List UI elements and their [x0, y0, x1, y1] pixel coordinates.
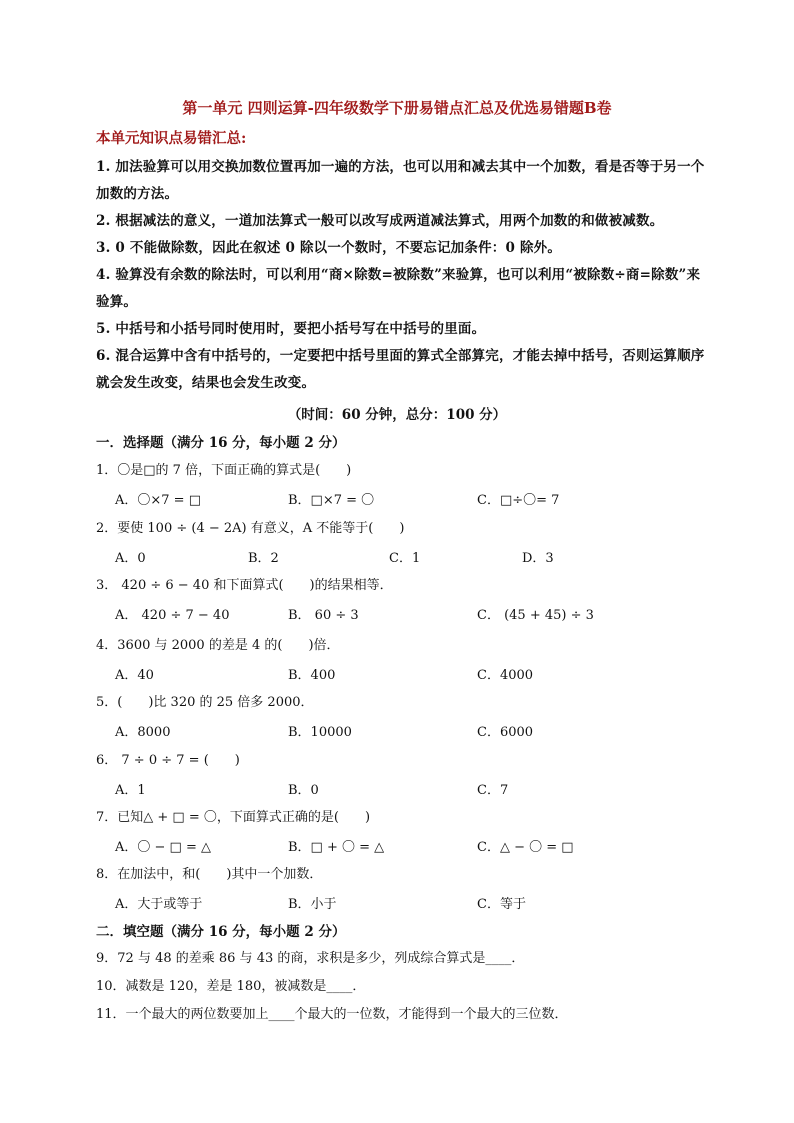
question-10: 10．减数是 120，差是 180，被减数是____．: [96, 979, 366, 994]
document-title: 第一单元 四则运算-四年级数学下册易错点汇总及优选易错题B卷: [182, 99, 612, 117]
q2-option-b: B．2: [248, 551, 279, 566]
tip-6: 6. 混合运算中含有中括号的，一定要把中括号里面的算式全部算完，才能去掉中括号，否则运算顺序就会发生改变，结果也会发生改变。: [96, 348, 705, 391]
q7-option-c: C．△ − 〇 = □: [477, 840, 574, 855]
question-11: 11．一个最大的两位数要加上____个最大的一位数，才能得到一个最大的三位数．: [96, 1007, 568, 1022]
tip-4: 4. 验算没有余数的除法时，可以利用“商×除数=被除数”来验算，也可以利用“被除数÷商=除数”来验算。: [96, 267, 701, 310]
q2-option-a: A．0: [115, 551, 146, 566]
q5-option-b: B．10000: [288, 725, 352, 740]
q6-option-a: A．1: [115, 783, 146, 798]
q2-option-c: C．1: [389, 551, 421, 566]
question-3: 3． 420 ÷ 6 − 40 和下面算式( )的结果相等．: [96, 578, 393, 593]
q3-option-c: C． (45 + 45) ÷ 3: [477, 608, 594, 623]
section-fill-heading: 二．填空题（满分 16 分，每小题 2 分）: [96, 924, 346, 940]
q7-option-a: A．〇 − □ = △: [115, 840, 211, 855]
q1-option-b: B．□×7 = 〇: [288, 493, 375, 508]
tips-heading: 本单元知识点易错汇总:: [96, 130, 247, 147]
question-1: 1．〇是□的 7 倍，下面正确的算式是( ): [96, 463, 352, 478]
tip-2: 2. 根据减法的意义，一道加法算式一般可以改写成两道减法算式，用两个加数的和做被减数。: [96, 213, 664, 229]
q8-option-b: B．小于: [288, 897, 337, 912]
q3-option-a: A． 420 ÷ 7 − 40: [115, 608, 230, 623]
question-7: 7．已知△ + □ = 〇，下面算式正确的是( ): [96, 810, 371, 825]
question-6: 6． 7 ÷ 0 ÷ 7 = ( ): [96, 753, 240, 768]
q1-option-c: C．□÷〇= 7: [477, 493, 560, 508]
q1-option-a: A．〇×7 = □: [115, 493, 201, 508]
question-9: 9．72 与 48 的差乘 86 与 43 的商，求积是多少，列成综合算式是____．: [96, 951, 525, 966]
q6-option-c: C．7: [477, 783, 509, 798]
q4-option-b: B．400: [288, 668, 336, 683]
question-2: 2．要使 100 ÷ (4 − 2A) 有意义，A 不能等于( ): [96, 521, 405, 536]
q4-option-c: C．4000: [477, 668, 534, 683]
q8-option-a: A．大于或等于: [115, 897, 203, 912]
question-5: 5．( )比 320 的 25 倍多 2000．: [96, 695, 314, 710]
tip-5: 5. 中括号和小括号同时使用时，要把小括号写在中括号的里面。: [96, 321, 486, 337]
question-4: 4．3600 与 2000 的差是 4 的( )倍．: [96, 638, 340, 653]
q6-option-b: B．0: [288, 783, 319, 798]
q3-option-b: B． 60 ÷ 3: [288, 608, 359, 623]
q5-option-a: A．8000: [115, 725, 171, 740]
section-choice-heading: 一．选择题（满分 16 分，每小题 2 分）: [96, 435, 346, 451]
q7-option-b: B．□ + 〇 = △: [288, 840, 385, 855]
q2-option-d: D．3: [522, 551, 554, 566]
q5-option-c: C．6000: [477, 725, 534, 740]
q8-option-c: C．等于: [477, 897, 526, 912]
q4-option-a: A．40: [115, 668, 154, 683]
time-note: （时间：60 分钟，总分：100 分）: [287, 407, 507, 423]
tip-1: 1. 加法验算可以用交换加数位置再加一遍的方法，也可以用和减去其中一个加数，看是否等于另一个加数的方法。: [96, 159, 705, 202]
tip-3: 3. 0 不能做除数，因此在叙述 0 除以一个数时，不要忘记加条件：0 除外。: [96, 240, 562, 256]
question-8: 8．在加法中，和( )其中一个加数．: [96, 867, 323, 882]
